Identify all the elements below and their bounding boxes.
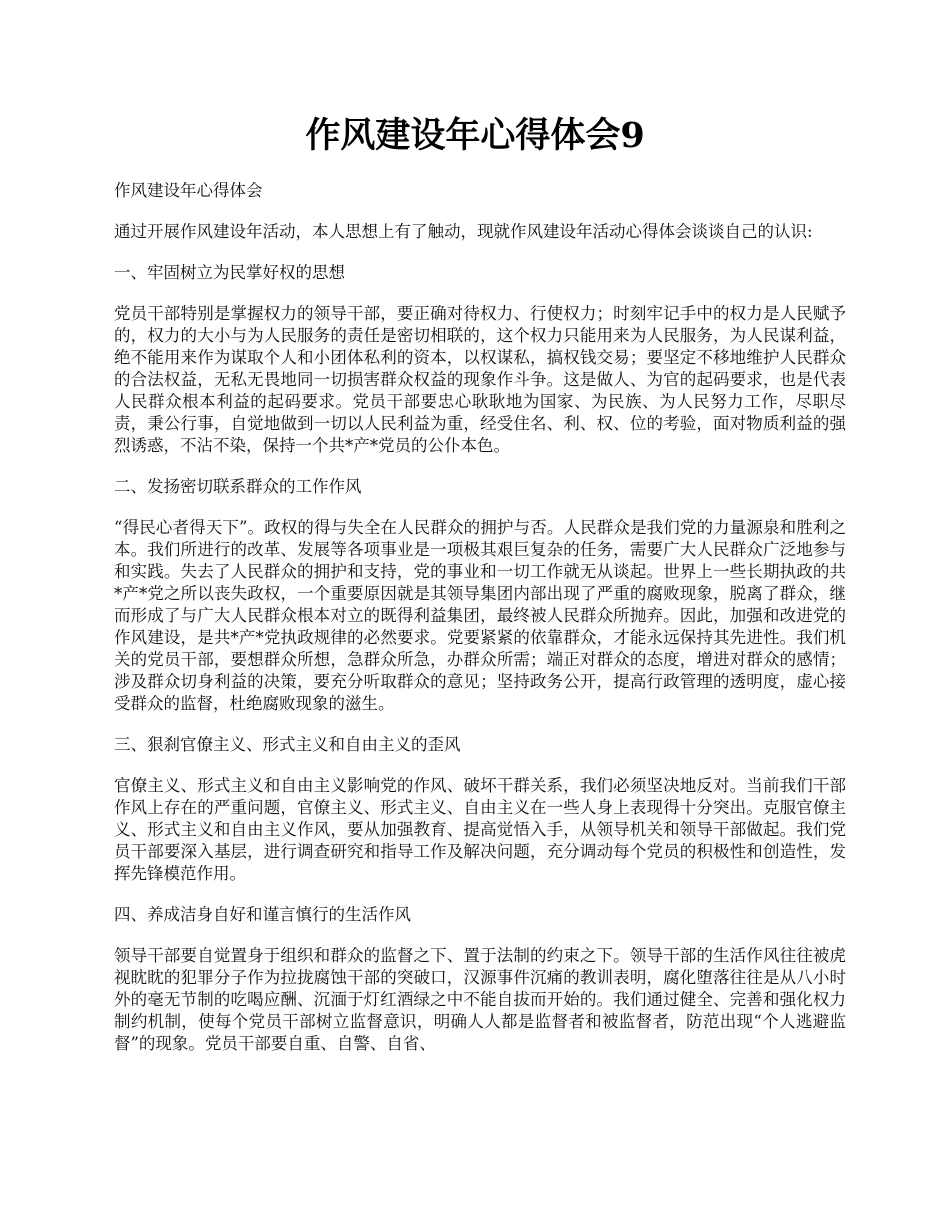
- section-heading-2: 二、发扬密切联系群众的工作作风: [114, 477, 362, 496]
- document-body: [114, 180, 846, 1055]
- section-heading-4: 四、养成洁身自好和谨言慎行的生活作风: [114, 905, 411, 924]
- intro-paragraph: 通过开展作风建设年活动，本人思想上有了触动，现就作风建设年活动心得体会谈谈自己的认识:: [114, 222, 813, 241]
- document-title: 作风建设年心得体会9: [305, 115, 645, 156]
- section-body-3: 官僚主义、形式主义和自由主义影响党的作风、破坏干群关系，我们必须坚决地反对。当前我们干部作风上存在的严重问题，官僚主义、形式主义、自由主义在一些人身上表现得十分突出。克服官僚主义、形式主义和自由主义作风，要从加强教育、提高觉悟入手，从领导机关和领导干部做起。我们党员干部要深入基层，进行调查研究和指导工作及解决问题，充分调动每个党员的积极性和创造性，发挥先锋模范作用。: [114, 776, 846, 883]
- subtitle-paragraph: 作风建设年心得体会: [114, 181, 263, 200]
- section-heading-3: 三、狠刹官僚主义、形式主义和自由主义的歪风: [114, 735, 461, 754]
- section-body-4: 领导干部要自觉置身于组织和群众的监督之下、置于法制的约束之下。领导干部的生活作风往往被虎视眈眈的犯罪分子作为拉拢腐蚀干部的突破口，汉源事件沉痛的教训表明，腐化堕落往往是从八小时外的毫无节制的吃喝应酬、沉湎于灯红酒绿之中不能自拔而开始的。我们通过健全、完善和强化权力制约机制，使每个党员干部树立监督意识，明确人人都是监督者和被监督者，防范出现“个人逃避监督”的现象。党员干部要自重、自警、自省、: [114, 946, 846, 1053]
- section-body-2: “得民心者得天下”。政权的得与失全在人民群众的拥护与否。人民群众是我们党的力量源泉和胜利之本。我们所进行的改革、发展等各项事业是一项极其艰巨复杂的任务，需要广大人民群众广泛地参与和实践。失去了人民群众的拥护和支持，党的事业和一切工作就无从谈起。世界上一些长期执政的共*产*党之所以丧失政权，一个重要原因就是其领导集团内部出现了严重的腐败现象，脱离了群众，继而形成了与广大人民群众根本对立的既得利益集团，最终被人民群众所抛弃。因此，加强和改进党的作风建设，是共*产*党执政规律的必然要求。党要紧紧的依靠群众，才能永远保持其先进性。我们机关的党员干部，要想群众所想，急群众所急，办群众所需；端正对群众的态度，增进对群众的感情；涉及群众切身利益的决策，要充分听取群众的意见；坚持政务公开，提高行政管理的透明度，虚心接受群众的监督，杜绝腐败现象的滋生。: [114, 518, 846, 713]
- section-body-1: 党员干部特别是掌握权力的领导干部，要正确对待权力、行使权力；时刻牢记手中的权力是人民赋予的，权力的大小与为人民服务的责任是密切相联的，这个权力只能用来为人民服务，为人民谋利益，绝不能用来作为谋取个人和小团体私利的资本，以权谋私，搞权钱交易；要坚定不移地维护人民群众的合法权益，无私无畏地同一切损害群众权益的现象作斗争。这是做人、为官的起码要求，也是代表人民群众根本利益的起码要求。党员干部要忠心耿耿地为国家、为民族、为人民努力工作，尽职尽责，秉公行事，自觉地做到一切以人民利益为重，经受住名、利、权、位的考验，面对物质利益的强烈诱惑，不沾不染，保持一个共*产*党员的公仆本色。: [114, 304, 846, 455]
- section-heading-1: 一、牢固树立为民掌好权的思想: [114, 263, 345, 282]
